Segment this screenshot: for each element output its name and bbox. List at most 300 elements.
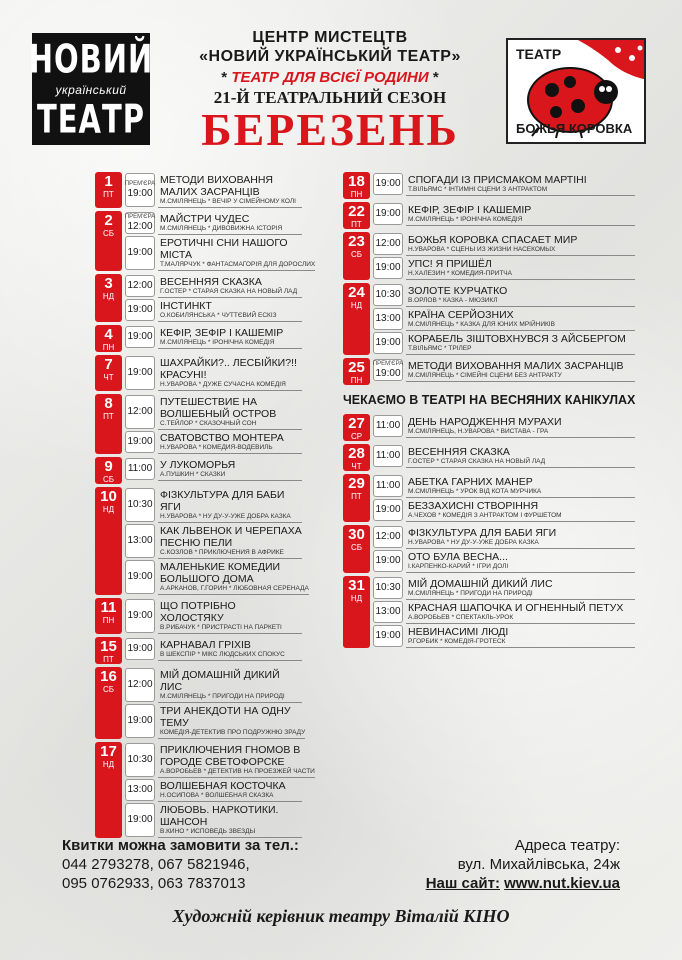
show-description: КОМЕДІЯ-ДЕТЕКТИВ ПРО ПОДРУЖНЮ ЗРАДУ [160, 729, 306, 736]
show-info [158, 430, 302, 454]
showtime: 11:00 [375, 420, 401, 431]
weekday: НД [350, 594, 363, 603]
showtime-box [373, 601, 403, 623]
showtime: 19:00 [375, 367, 401, 379]
showtime: 19:00 [127, 331, 153, 342]
show-info [158, 172, 302, 208]
show-info [406, 232, 635, 256]
show-info [406, 283, 635, 307]
date-badge [95, 742, 122, 838]
showtime: 13:00 [375, 606, 401, 617]
show-list [122, 172, 302, 208]
date-badge [95, 598, 122, 634]
show-title: МІЙ ДОМАШНІЙ ДИКИЙ ЛИС [408, 578, 553, 590]
header-slogan: * ТЕАТР ДЛЯ ВСІЄЇ РОДИНИ * [221, 69, 439, 86]
showtime-box [373, 332, 403, 354]
showtime: 19:00 [127, 436, 153, 447]
show-info [406, 256, 635, 280]
show-row [122, 802, 302, 838]
show-row [122, 430, 302, 454]
showtime: 19:00 [127, 643, 153, 654]
show-row [122, 172, 302, 208]
website-link[interactable]: www.nut.kiev.ua [504, 875, 620, 892]
show-row [122, 235, 316, 271]
tickets-label: Квитки можна замовити за тел.: [62, 837, 299, 854]
show-row [370, 358, 635, 382]
weekday: СБ [350, 543, 363, 552]
show-row [122, 778, 302, 802]
day-block [343, 525, 635, 573]
show-title: КЕФІР, ЗЕФІР І КАШЕМІР [408, 204, 532, 216]
date-number: 8 [104, 395, 113, 412]
show-description: М.СМІЛЯНЕЦЬ * ІРОНІЧНА КОМЕДІЯ [160, 339, 275, 346]
show-title: ДЕНЬ НАРОДЖЕННЯ МУРАХИ [408, 416, 562, 428]
show-list [370, 358, 635, 385]
ladybug-logo-top-text: ТЕАТР [516, 46, 562, 62]
header-line-2: «НОВИЙ УКРАЇНСЬКИЙ ТЕАТР» [199, 48, 461, 65]
show-description: С.ТЕЙЛОР * СКАЗОЧНЫЙ СОН [160, 420, 257, 427]
show-list [370, 232, 635, 280]
show-title: УПС! Я ПРИШЁЛ [408, 258, 492, 270]
showtime: 12:00 [127, 220, 153, 232]
day-block [343, 444, 635, 471]
show-info [158, 703, 305, 739]
show-title: ШАХРАЙКИ?.. ЛЕСБІЙКИ?!! КРАСУНІ! [160, 357, 297, 381]
day-block [95, 355, 302, 391]
logo-line-1: НОВИЙ [28, 36, 154, 82]
showtime-box [125, 299, 155, 321]
show-row [370, 283, 635, 307]
showtime: 11:00 [127, 463, 153, 474]
show-row [122, 559, 309, 595]
show-title: ЩО ПОТРІБНО ХОЛОСТЯКУ [160, 600, 236, 624]
weekday: СБ [102, 229, 115, 238]
showtime: 13:00 [375, 313, 401, 324]
date-badge [95, 487, 122, 595]
date-badge [343, 202, 370, 229]
showtime-box [373, 445, 403, 467]
show-info [406, 331, 635, 355]
show-row [370, 525, 635, 549]
show-info [406, 172, 635, 196]
show-title: СВАТОВСТВО МОНТЕРА [160, 432, 284, 444]
showtime: 10:30 [127, 754, 153, 765]
showtime-box [373, 173, 403, 195]
date-badge [95, 325, 122, 352]
date-number: 4 [104, 326, 113, 343]
weekday: ПТ [351, 492, 362, 501]
poster-header [160, 28, 500, 155]
show-list [370, 283, 635, 355]
month-title: БЕРЕЗЕНЬ [201, 104, 459, 155]
showtime: 12:00 [127, 679, 153, 690]
weekday: ПТ [351, 220, 362, 229]
show-title: МАЛЕНЬКИЕ КОМЕДИИ БОЛЬШОГО ДОМА [160, 561, 281, 585]
showtime-box [125, 395, 155, 429]
show-title: КРАЇНА СЕРЙОЗНИХ [408, 309, 514, 321]
holiday-section-title: ЧЕКАЄМО В ТЕАТРІ НА ВЕСНЯНИХ КАНІКУЛАХ [343, 393, 636, 407]
date-number: 10 [100, 488, 117, 505]
show-list [122, 325, 302, 352]
show-row [370, 444, 635, 468]
day-block [95, 487, 309, 595]
weekday: СР [350, 432, 363, 441]
showtime: 12:00 [127, 280, 153, 291]
showtime-box [125, 803, 155, 837]
show-title: ЛЮБОВЬ. НАРКОТИКИ. ШАНСОН [160, 804, 279, 828]
show-description: С.КОЗЛОВ * ПРИКЛЮЧЕНИЯ В АФРИКЕ [160, 549, 284, 556]
show-title: НЕВИНАСИМІ ЛЮДІ [408, 626, 509, 638]
day-block [95, 598, 302, 634]
show-info [158, 487, 302, 523]
logo-line-3: ТЕАТР [36, 96, 146, 142]
showtime-box [125, 779, 155, 801]
date-badge [343, 283, 370, 355]
showtime-box [373, 284, 403, 306]
date-number: 30 [348, 526, 365, 543]
logo-new-ukrainian-theatre [28, 33, 154, 145]
show-description: Н.ХАЛЕЗИН * КОМЕДИЯ-ПРИТЧА [408, 270, 512, 277]
show-info [158, 559, 309, 595]
date-number: 29 [348, 475, 365, 492]
day-block [343, 576, 635, 648]
show-title: ФІЗКУЛЬТУРА ДЛЯ БАБИ ЯГИ [408, 527, 557, 539]
show-info [158, 667, 302, 703]
website [426, 874, 620, 893]
show-row [370, 549, 635, 573]
address-info [426, 836, 620, 893]
show-info [158, 637, 302, 661]
show-title: КЕФІР, ЗЕФІР І КАШЕМІР [160, 327, 284, 339]
weekday: СБ [102, 475, 115, 484]
date-badge [95, 211, 122, 271]
show-description: М.СМІЛЯНЕЦЬ * ПРИГОДИ НА ПРИРОДІ [160, 693, 285, 700]
date-badge [95, 274, 122, 322]
premiere-label: ПРЕМ'ЄРА [124, 180, 156, 187]
ticket-info [62, 836, 299, 893]
show-row [122, 637, 302, 661]
date-number: 23 [348, 233, 365, 250]
show-title: ВЕСЕННЯЯ СКАЗКА [408, 446, 510, 458]
show-title: ФІЗКУЛЬТУРА ДЛЯ БАБИ ЯГИ [160, 489, 285, 513]
showtime: 19:00 [127, 814, 153, 825]
weekday: СБ [350, 250, 363, 259]
show-title: ТРИ АНЕКДОТИ НА ОДНУ ТЕМУ [160, 705, 291, 729]
showtime-box [373, 499, 403, 521]
show-description: А.ПУШКИН * СКАЗКИ [160, 471, 226, 478]
show-row [370, 474, 635, 498]
showtime-box [125, 704, 155, 738]
show-title: СПОГАДИ ІЗ ПРИСМАКОМ МАРТІНІ [408, 174, 587, 186]
show-description: М.СМІЛЯНЕЦЬ * ІРОНІЧНА КОМЕДІЯ [408, 216, 523, 223]
show-description: І.КАРПЕНКО-КАРИЙ * ІГРИ ДОЛІ [408, 563, 509, 570]
logo-line-2: український [55, 83, 127, 97]
show-title: КАРНАВАЛ ГРІХІВ [160, 639, 251, 651]
date-badge [343, 172, 370, 199]
showtime-box [373, 233, 403, 255]
show-description: Т.ВІЛЬЯМС * ТРІЛЕР [408, 345, 472, 352]
address-label: Адреса театру: [514, 837, 620, 854]
show-description: М.СМІЛЯНЕЦЬ * УРОК ВІД КОТА МУРЧИКА [408, 488, 542, 495]
date-number: 7 [104, 356, 113, 373]
showtime-box [373, 359, 403, 381]
date-badge [95, 667, 122, 739]
show-info [158, 355, 302, 391]
showtime-box [125, 560, 155, 594]
show-row [122, 598, 302, 634]
showtime: 19:00 [375, 262, 401, 273]
day-block [343, 358, 635, 385]
day-block [95, 211, 316, 271]
weekday: ПТ [103, 655, 114, 664]
date-number: 25 [348, 359, 365, 376]
show-description: М.СМІЛЯНЕЦЬ * ДИВОВИЖНА ІСТОРІЯ [160, 225, 283, 232]
showtime-box [125, 326, 155, 348]
date-number: 1 [104, 173, 113, 190]
showtime-box [373, 550, 403, 572]
show-row [122, 211, 302, 235]
show-title: ЗОЛОТЕ КУРЧАТКО [408, 285, 508, 297]
showtime: 19:00 [375, 504, 401, 515]
showtime: 19:00 [375, 178, 401, 189]
show-title: МЕТОДИ ВИХОВАННЯ МАЛИХ ЗАСРАНЦІВ [160, 174, 273, 198]
show-description: М.СМІЛЯНЕЦЬ * ПРИГОДИ НА ПРИРОДІ [408, 590, 533, 597]
show-list [370, 202, 635, 229]
show-row [370, 307, 635, 331]
show-description: О.КОБИЛЯНСЬКА * ЧУТТЄВИЙ ЕСКІЗ [160, 312, 277, 319]
show-title: У ЛУКОМОРЬЯ [160, 459, 236, 471]
date-badge [95, 637, 122, 664]
date-badge [343, 232, 370, 280]
show-description: А.ВОРОБЬЕВ * СПЕКТАКЛЬ-УРОК [408, 614, 514, 621]
show-info [158, 211, 302, 235]
showtime: 10:30 [375, 289, 401, 300]
show-description: М.СМІЛЯНЕЦЬ * КАЗКА ДЛЯ ЮНИХ МРІЙНИКІВ [408, 321, 555, 328]
show-row [122, 667, 302, 703]
day-block [95, 667, 306, 739]
showtime: 12:00 [127, 406, 153, 417]
date-badge [95, 457, 122, 484]
showtime-box [125, 458, 155, 480]
date-number: 31 [348, 577, 365, 594]
weekday: ПТ [103, 412, 114, 421]
artistic-director: Художній керівник театру Віталій КІНО [172, 906, 510, 926]
date-number: 17 [100, 743, 117, 760]
show-description: М.СМІЛЯНЕЦЬ * ВЕЧІР У СІМЕЙНОМУ КОЛІ [160, 198, 296, 205]
day-block [95, 637, 302, 664]
date-badge [343, 414, 370, 441]
show-info [406, 414, 635, 438]
show-title: ОТО БУЛА ВЕСНА... [408, 551, 508, 563]
day-block [95, 172, 302, 208]
date-number: 18 [348, 173, 365, 190]
showtime-box [125, 356, 155, 390]
showtime: 19:00 [127, 247, 153, 258]
showtime-box [125, 173, 155, 207]
showtime-box [125, 743, 155, 777]
show-row [122, 457, 302, 481]
show-list [370, 576, 635, 648]
date-number: 24 [348, 284, 365, 301]
header-season: 21-Й ТЕАТРАЛЬНИЙ СЕЗОН [213, 88, 447, 107]
show-info [158, 523, 302, 559]
show-description: Р.ГОРБИК * КОМЕДІЯ-ГРОТЕСК [408, 638, 506, 645]
date-badge [343, 358, 370, 385]
showtime-box [125, 638, 155, 660]
showtime: 12:00 [375, 531, 401, 542]
date-badge [343, 525, 370, 573]
show-info [406, 358, 635, 382]
show-list [122, 211, 316, 271]
show-description: Н.УВАРОВА * НУ ДУ-У-УЖЕ ДОБРА КАЗКА [408, 539, 539, 546]
show-list [370, 414, 635, 441]
showtime: 19:00 [127, 187, 153, 199]
show-description: Т.МАЛЯРЧУК * ФАНТАСМАГОРІЯ ДЛЯ ДОРОСЛИХ [160, 261, 316, 268]
showtime: 19:00 [127, 610, 153, 621]
showtime-box [125, 236, 155, 270]
show-info [158, 742, 315, 778]
date-number: 11 [100, 599, 117, 616]
weekday: НД [102, 505, 115, 514]
show-row [370, 202, 635, 226]
show-info [158, 274, 302, 298]
showtime: 13:00 [127, 535, 153, 546]
show-row [370, 600, 635, 624]
show-info [406, 444, 635, 468]
show-list [122, 274, 302, 322]
show-description: Н.УВАРОВА * НУ ДУ-У-УЖЕ ДОБРА КАЗКА [160, 513, 291, 520]
show-description: В.КИНО * ИСПОВЕДЬ ЗВЕЗДЫ [160, 828, 256, 835]
show-title: МІЙ ДОМАШНІЙ ДИКИЙ ЛИС [160, 669, 280, 693]
show-description: Г.ОСТЕР * СТАРАЯ СКАЗКА НА НОВЫЙ ЛАД [160, 288, 298, 295]
show-description: В.ОРЛОВ * КАЗКА - МЮЗИКЛ [408, 297, 498, 304]
date-badge [95, 394, 122, 454]
show-list [122, 355, 302, 391]
show-info [406, 498, 635, 522]
address-text: вул. Михайлівська, 24ж [457, 856, 620, 873]
show-description: Н.УВАРОВА * КОМЕДИЯ-ВОДЕВИЛЬ [160, 444, 273, 451]
show-info [158, 325, 302, 349]
weekday: ПН [102, 343, 115, 352]
show-description: М.СМІЛЯНЕЦЬ, Н.УВАРОВА * ВИСТАВА - ГРА [408, 428, 549, 435]
ladybug-logo-bottom-text: БОЖЬЯ КОРОВКА [516, 121, 633, 136]
show-row [370, 331, 635, 355]
show-info [406, 549, 635, 573]
showtime-box [373, 257, 403, 279]
show-row [122, 703, 306, 739]
day-block [343, 283, 635, 355]
show-title: КРАСНАЯ ШАПОЧКА И ОГНЕННЫЙ ПЕТУХ [408, 602, 624, 614]
day-block [343, 232, 635, 280]
show-list [122, 457, 302, 484]
show-row [122, 487, 302, 523]
weekday: НД [350, 301, 363, 310]
date-number: 22 [348, 203, 365, 220]
showtime: 13:00 [127, 784, 153, 795]
date-number: 2 [104, 212, 113, 229]
phones-line-2: 095 0762933, 063 7837013 [62, 875, 246, 892]
showtime: 19:00 [127, 304, 153, 315]
showtime: 19:00 [375, 555, 401, 566]
date-number: 3 [104, 275, 113, 292]
show-info [406, 624, 635, 648]
showtime-box [125, 275, 155, 297]
show-description: В.РИБАЧУК * ПРИСТРАСТІ НА ПАРКЕТІ [160, 624, 282, 631]
show-list [122, 394, 302, 454]
show-description: Н.ОСИПОВА * ВОЛШЕБНАЯ СКАЗКА [160, 792, 274, 799]
date-badge [343, 576, 370, 648]
weekday: ЧТ [351, 462, 362, 471]
showtime: 19:00 [127, 367, 153, 378]
show-info [406, 474, 635, 498]
showtime-box [373, 415, 403, 437]
header-line-1: ЦЕНТР МИСТЕЦТВ [252, 29, 408, 46]
show-info [406, 307, 635, 331]
show-description: Т.ВІЛЬЯМС * ІНТИМНІ СЦЕНИ З АНТРАКТОМ [408, 186, 548, 193]
show-title: ПРИКЛЮЧЕНИЯ ГНОМОВ В ГОРОДЕ СВЕТОФОРСКЕ [160, 744, 301, 768]
show-title: ВОЛШЕБНАЯ КОСТОЧКА [160, 780, 286, 792]
weekday: ПН [350, 376, 363, 385]
showtime-box [125, 668, 155, 702]
show-list [122, 598, 302, 634]
date-number: 9 [104, 458, 113, 475]
show-description: В ШЕКСПІР * МІКС ЛЮДСЬКИХ СПОКУС [160, 651, 285, 658]
weekday: НД [102, 760, 115, 769]
showtime: 11:00 [375, 480, 401, 491]
weekday: ПН [102, 616, 115, 625]
show-info [158, 235, 315, 271]
weekday: НД [102, 292, 115, 301]
show-row [370, 232, 635, 256]
show-title: АБЕТКА ГАРНИХ МАНЕР [408, 476, 533, 488]
showtime-box [125, 599, 155, 633]
schedule-right-column [343, 172, 635, 651]
showtime-box [125, 431, 155, 453]
schedule-left-column [95, 172, 316, 841]
showtime: 19:00 [127, 571, 153, 582]
showtime: 19:00 [127, 715, 153, 726]
show-list [122, 742, 315, 838]
show-title: ІНСТИНКТ [160, 300, 212, 312]
website-label: Наш сайт: [425, 875, 500, 892]
day-block [343, 172, 635, 199]
show-info [158, 298, 302, 322]
day-block [343, 414, 635, 441]
show-list [122, 667, 306, 739]
show-title: КОРАБЕЛЬ ЗІШТОВХНУВСЯ З АЙСБЕРГОМ [408, 333, 626, 345]
showtime-box [373, 625, 403, 647]
date-number: 16 [100, 668, 117, 685]
showtime: 10:30 [375, 582, 401, 593]
show-row [122, 523, 302, 559]
show-info [158, 457, 302, 481]
show-description: А.ЧЕХОВ * КОМЕДІЯ З АНТРАКТОМ І ФУРШЕТОМ [408, 512, 562, 519]
show-row [122, 298, 302, 322]
show-description: Н.УВАРОВА * СЦЕНЫ ИЗ ЖИЗНИ НАСЕКОМЫХ [408, 246, 556, 253]
day-block [343, 474, 635, 522]
show-description: Г.ОСТЕР * СТАРАЯ СКАЗКА НА НОВЫЙ ЛАД [408, 458, 546, 465]
showtime-box [373, 526, 403, 548]
logo-ladybug-theatre [506, 38, 646, 144]
showtime-box [373, 475, 403, 497]
showtime-box [373, 308, 403, 330]
show-title: ВЕСЕННЯЯ СКАЗКА [160, 276, 262, 288]
show-title: МАЙСТРИ ЧУДЕС [160, 213, 250, 225]
date-badge [343, 444, 370, 471]
show-list [370, 525, 635, 573]
showtime-box [125, 488, 155, 522]
show-list [370, 444, 635, 471]
